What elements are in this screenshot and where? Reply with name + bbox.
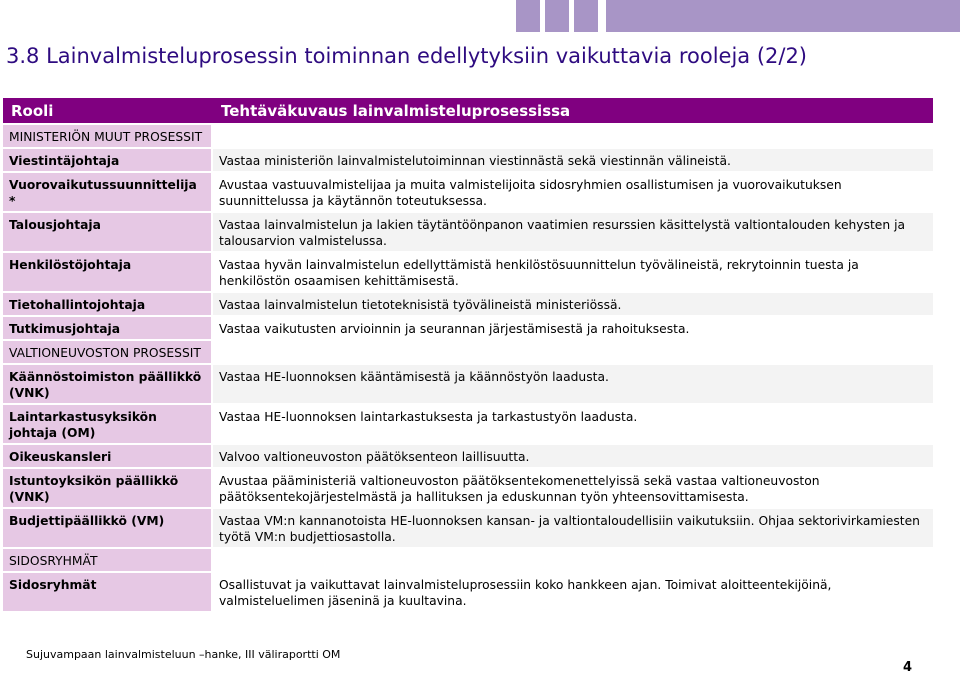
- table-row: [3, 213, 933, 253]
- role-cell: Tutkimusjohtaja: [3, 317, 213, 341]
- page-number: 4: [902, 660, 912, 675]
- table-row: [3, 149, 933, 173]
- header-description: Tehtäväkuvaus lainvalmisteluprosessissa: [213, 98, 933, 125]
- section-label-ministerio: MINISTERIÖN MUUT PROSESSIT: [3, 125, 213, 149]
- description-cell: Vastaa vaikutusten arvioinnin ja seurannan järjestämisestä ja rahoituksesta.: [213, 317, 933, 341]
- role-cell: Istuntoyksikön päällikkö (VNK): [3, 469, 213, 509]
- decor-block-1: [516, 0, 540, 32]
- table-row: [3, 469, 933, 509]
- table-row: [3, 317, 933, 341]
- description-cell: Vastaa hyvän lainvalmistelun edellyttämistä henkilöstösuunnittelun työvälineistä, rekrytoinnin tuesta ja henkilöstön osaamisen kehittämisestä.: [213, 253, 933, 293]
- table-row: [3, 173, 933, 213]
- section-label-valtioneuvosto: VALTIONEUVOSTON PROSESSIT: [3, 341, 213, 365]
- role-cell: Budjettipäällikkö (VM): [3, 509, 213, 549]
- role-cell: Viestintäjohtaja: [3, 149, 213, 173]
- description-cell: Vastaa lainvalmistelun ja lakien täytäntöönpanon vaatimien resurssien käsittelystä valtiontalouden kehysten ja talousarvion valmistelussa.: [213, 213, 933, 253]
- decor-block-3: [574, 0, 598, 32]
- decor-block-2: [545, 0, 569, 32]
- roles-table: [3, 98, 933, 613]
- description-cell: Vastaa HE-luonnoksen laintarkastuksesta ja tarkastustyön laadusta.: [213, 405, 933, 445]
- table-header-row: [3, 98, 933, 125]
- role-cell: Talousjohtaja: [3, 213, 213, 253]
- table-row: [3, 445, 933, 469]
- description-cell: Vastaa lainvalmistelun tietoteknisistä työvälineistä ministeriössä.: [213, 293, 933, 317]
- section-row: [3, 341, 933, 365]
- description-cell: Osallistuvat ja vaikuttavat lainvalmisteluprosessiin koko hankkeen ajan. Toimivat aloitteentekijöinä, valmisteluelimen jäseninä ja kuultavina.: [213, 573, 933, 613]
- decor-bar: [606, 0, 960, 32]
- table-row: [3, 365, 933, 405]
- role-cell: Laintarkastusyksikön johtaja (OM): [3, 405, 213, 445]
- description-cell: Avustaa vastuuvalmistelijaa ja muita valmistelijoita sidosryhmien osallistumisen ja vuorovaikutuksen suunnittelussa ja käytännön toteutuksessa.: [213, 173, 933, 213]
- description-cell: Avustaa pääministeriä valtioneuvoston päätöksentekomenettelyissä sekä vastaa valtioneuvoston päätöksentekojärjestelmästä ja hallituksen ja eduskunnan työn yhteensovittamisesta.: [213, 469, 933, 509]
- page-title: 3.8 Lainvalmisteluprosessin toiminnan edellytyksiin vaikuttavia rooleja (2/2): [6, 44, 808, 68]
- section-spacer: [213, 125, 933, 149]
- description-cell: Vastaa HE-luonnoksen kääntämisestä ja käännöstyön laadusta.: [213, 365, 933, 405]
- footer-source: Sujuvampaan lainvalmisteluun –hanke, III väliraportti OM: [26, 648, 341, 661]
- role-cell: Käännöstoimiston päällikkö (VNK): [3, 365, 213, 405]
- role-cell: Sidosryhmät: [3, 573, 213, 613]
- table-row: [3, 253, 933, 293]
- description-cell: Vastaa ministeriön lainvalmistelutoiminnan viestinnästä sekä viestinnän välineistä.: [213, 149, 933, 173]
- section-row: [3, 125, 933, 149]
- section-spacer: [213, 341, 933, 365]
- role-cell: Vuorovaikutussuunnittelija *: [3, 173, 213, 213]
- role-cell: Henkilöstöjohtaja: [3, 253, 213, 293]
- table-row: [3, 405, 933, 445]
- table-row: [3, 293, 933, 317]
- table-row: [3, 573, 933, 613]
- section-row: [3, 549, 933, 573]
- section-spacer: [213, 549, 933, 573]
- role-cell: Oikeuskansleri: [3, 445, 213, 469]
- role-cell: Tietohallintojohtaja: [3, 293, 213, 317]
- description-cell: Vastaa VM:n kannanotoista HE-luonnoksen kansan- ja valtiontaloudellisiin vaikutuksiin. Ohjaa sektorivirkamiesten työtä VM:n budjettiosastolla.: [213, 509, 933, 549]
- header-role: Rooli: [3, 98, 213, 125]
- description-cell: Valvoo valtioneuvoston päätöksenteon laillisuutta.: [213, 445, 933, 469]
- section-label-sidosryhmat: SIDOSRYHMÄT: [3, 549, 213, 573]
- table-row: [3, 509, 933, 549]
